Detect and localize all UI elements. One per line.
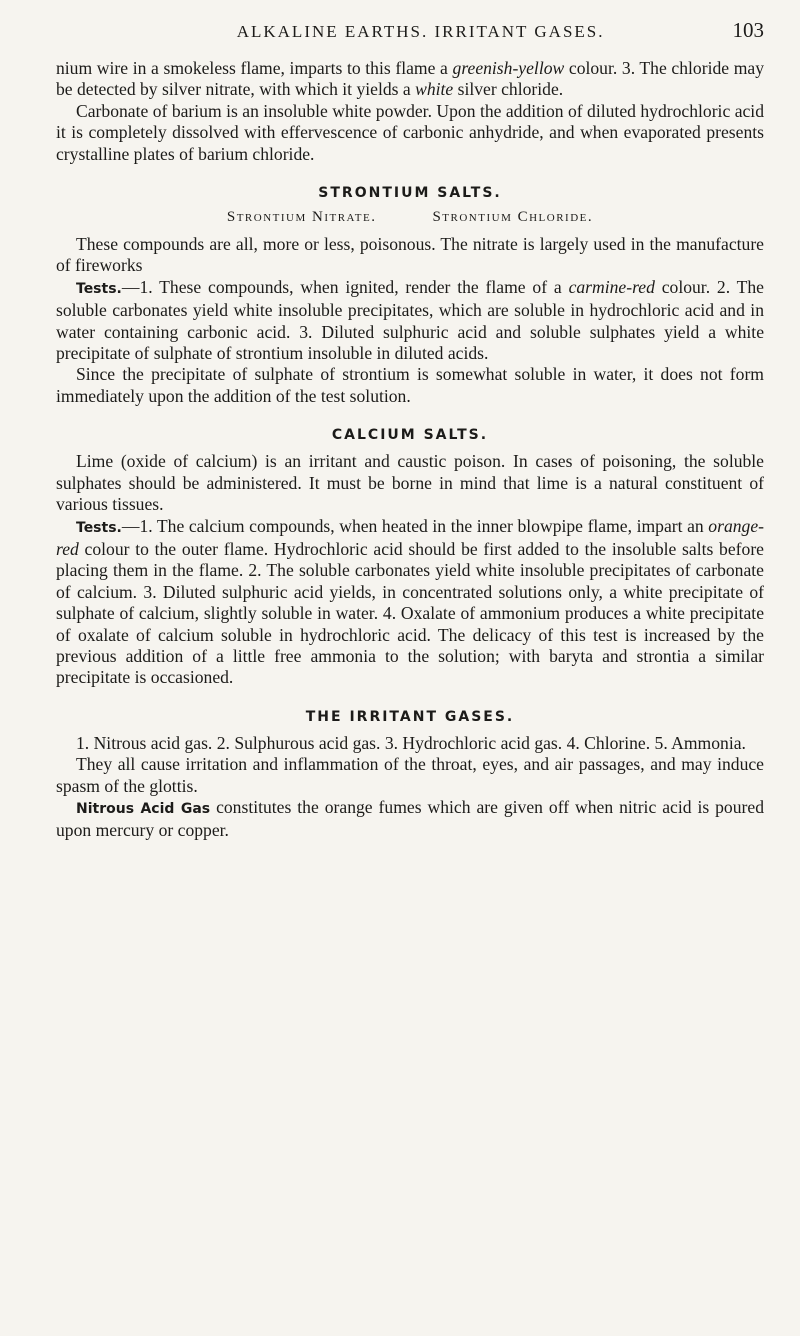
barium-paragraph-2: Carbonate of barium is an insoluble white powder. Upon the addition of diluted hydrochloric acid it is completely dissolved with effervescence of carbonic anhydride, and when evaporated presents crystalline plates of barium chloride. [56,100,764,164]
calcium-paragraph-1: Lime (oxide of calcium) is an irritant and caustic poison. In cases of poisoning, the soluble sulphates should be administered. It must be borne in mind that lime is a natural constituent of various tissues. [56,451,764,515]
page-number: 103 [732,18,764,42]
gases-list: 1. Nitrous acid gas. 2. Sulphurous acid gas. 3. Hydrochloric acid gas. 4. Chlorine. 5. Ammonia. [76,732,746,753]
tests-label: Tests. [76,519,122,536]
colour-term: greenish-yellow [452,58,565,78]
colour-term: orange-red [56,515,764,559]
running-head [56,18,764,58]
nitrous-acid-label: Nitrous Acid Gas [76,800,211,817]
strontium-subheads [56,209,764,226]
strontium-paragraph-1: These compounds are all, more or less, poisonous. The nitrate is largely used in the manufacture of fireworks [56,234,764,276]
strontium-tests-paragraph: Tests.—1. These compounds, when ignited, render the flame of a carmine-red colour. 2. The soluble carbonates yield white insoluble precipitates, which are soluble in hydrochloric acid and in water containing carbonic acid. 3. Diluted sulphuric acid and soluble sulphates yield a white precipitate of sulphate of strontium insoluble in diluted acids. [56,276,764,364]
subhead-strontium-nitrate: Strontium Nitrate. [226,209,377,226]
nitrous-acid-paragraph: Nitrous Acid Gas constitutes the orange fumes which are given off when nitric acid is poured upon mercury or copper. [56,796,764,841]
tests-label: Tests. [76,280,122,297]
barium-paragraph-1: nium wire in a smokeless flame, imparts to this flame a greenish-yellow colour. 3. The chloride may be detected by silver nitrate, with which it yields a white silver chloride. [56,58,765,100]
strontium-paragraph-3: Since the precipitate of sulphate of strontium is somewhat soluble in water, it does not form immediately upon the addition of the test solution. [56,364,764,406]
subhead-strontium-chloride: Strontium Chloride. [432,209,594,226]
section-heading-calcium: CALCIUM SALTS. [331,427,489,444]
colour-term: carmine-red [568,276,655,297]
section-heading-strontium: STRONTIUM SALTS. [318,185,502,202]
calcium-tests-paragraph: Tests.—1. The calcium compounds, when heated in the inner blowpipe flame, impart an orange-red colour to the outer flame. Hydrochloric acid should be first added to the insoluble salts before placing them in the flame. 2. The soluble carbonates yield white insoluble precipitates of carbonate of calcium. 3. Diluted sulphuric acid yields, in concentrated solutions only, a white precipitate of sulphate of calcium, slightly soluble in water. 4. Oxalate of ammonium produces a white precipitate of oxalate of calcium soluble in hydrochloric acid. The delicacy of this test is increased by the previous addition of a little free ammonia to the solution; with baryta and strontia a similar precipitate is occasioned. [56,515,764,688]
colour-term: white [415,79,454,100]
section-heading-irritant-gases: THE IRRITANT GASES. [305,708,515,725]
gases-paragraph-2: They all cause irritation and inflammation of the throat, eyes, and air passages, and may induce spasm of the glottis. [56,754,764,796]
running-title: ALKALINE EARTHS. IRRITANT GASES. [236,22,605,41]
